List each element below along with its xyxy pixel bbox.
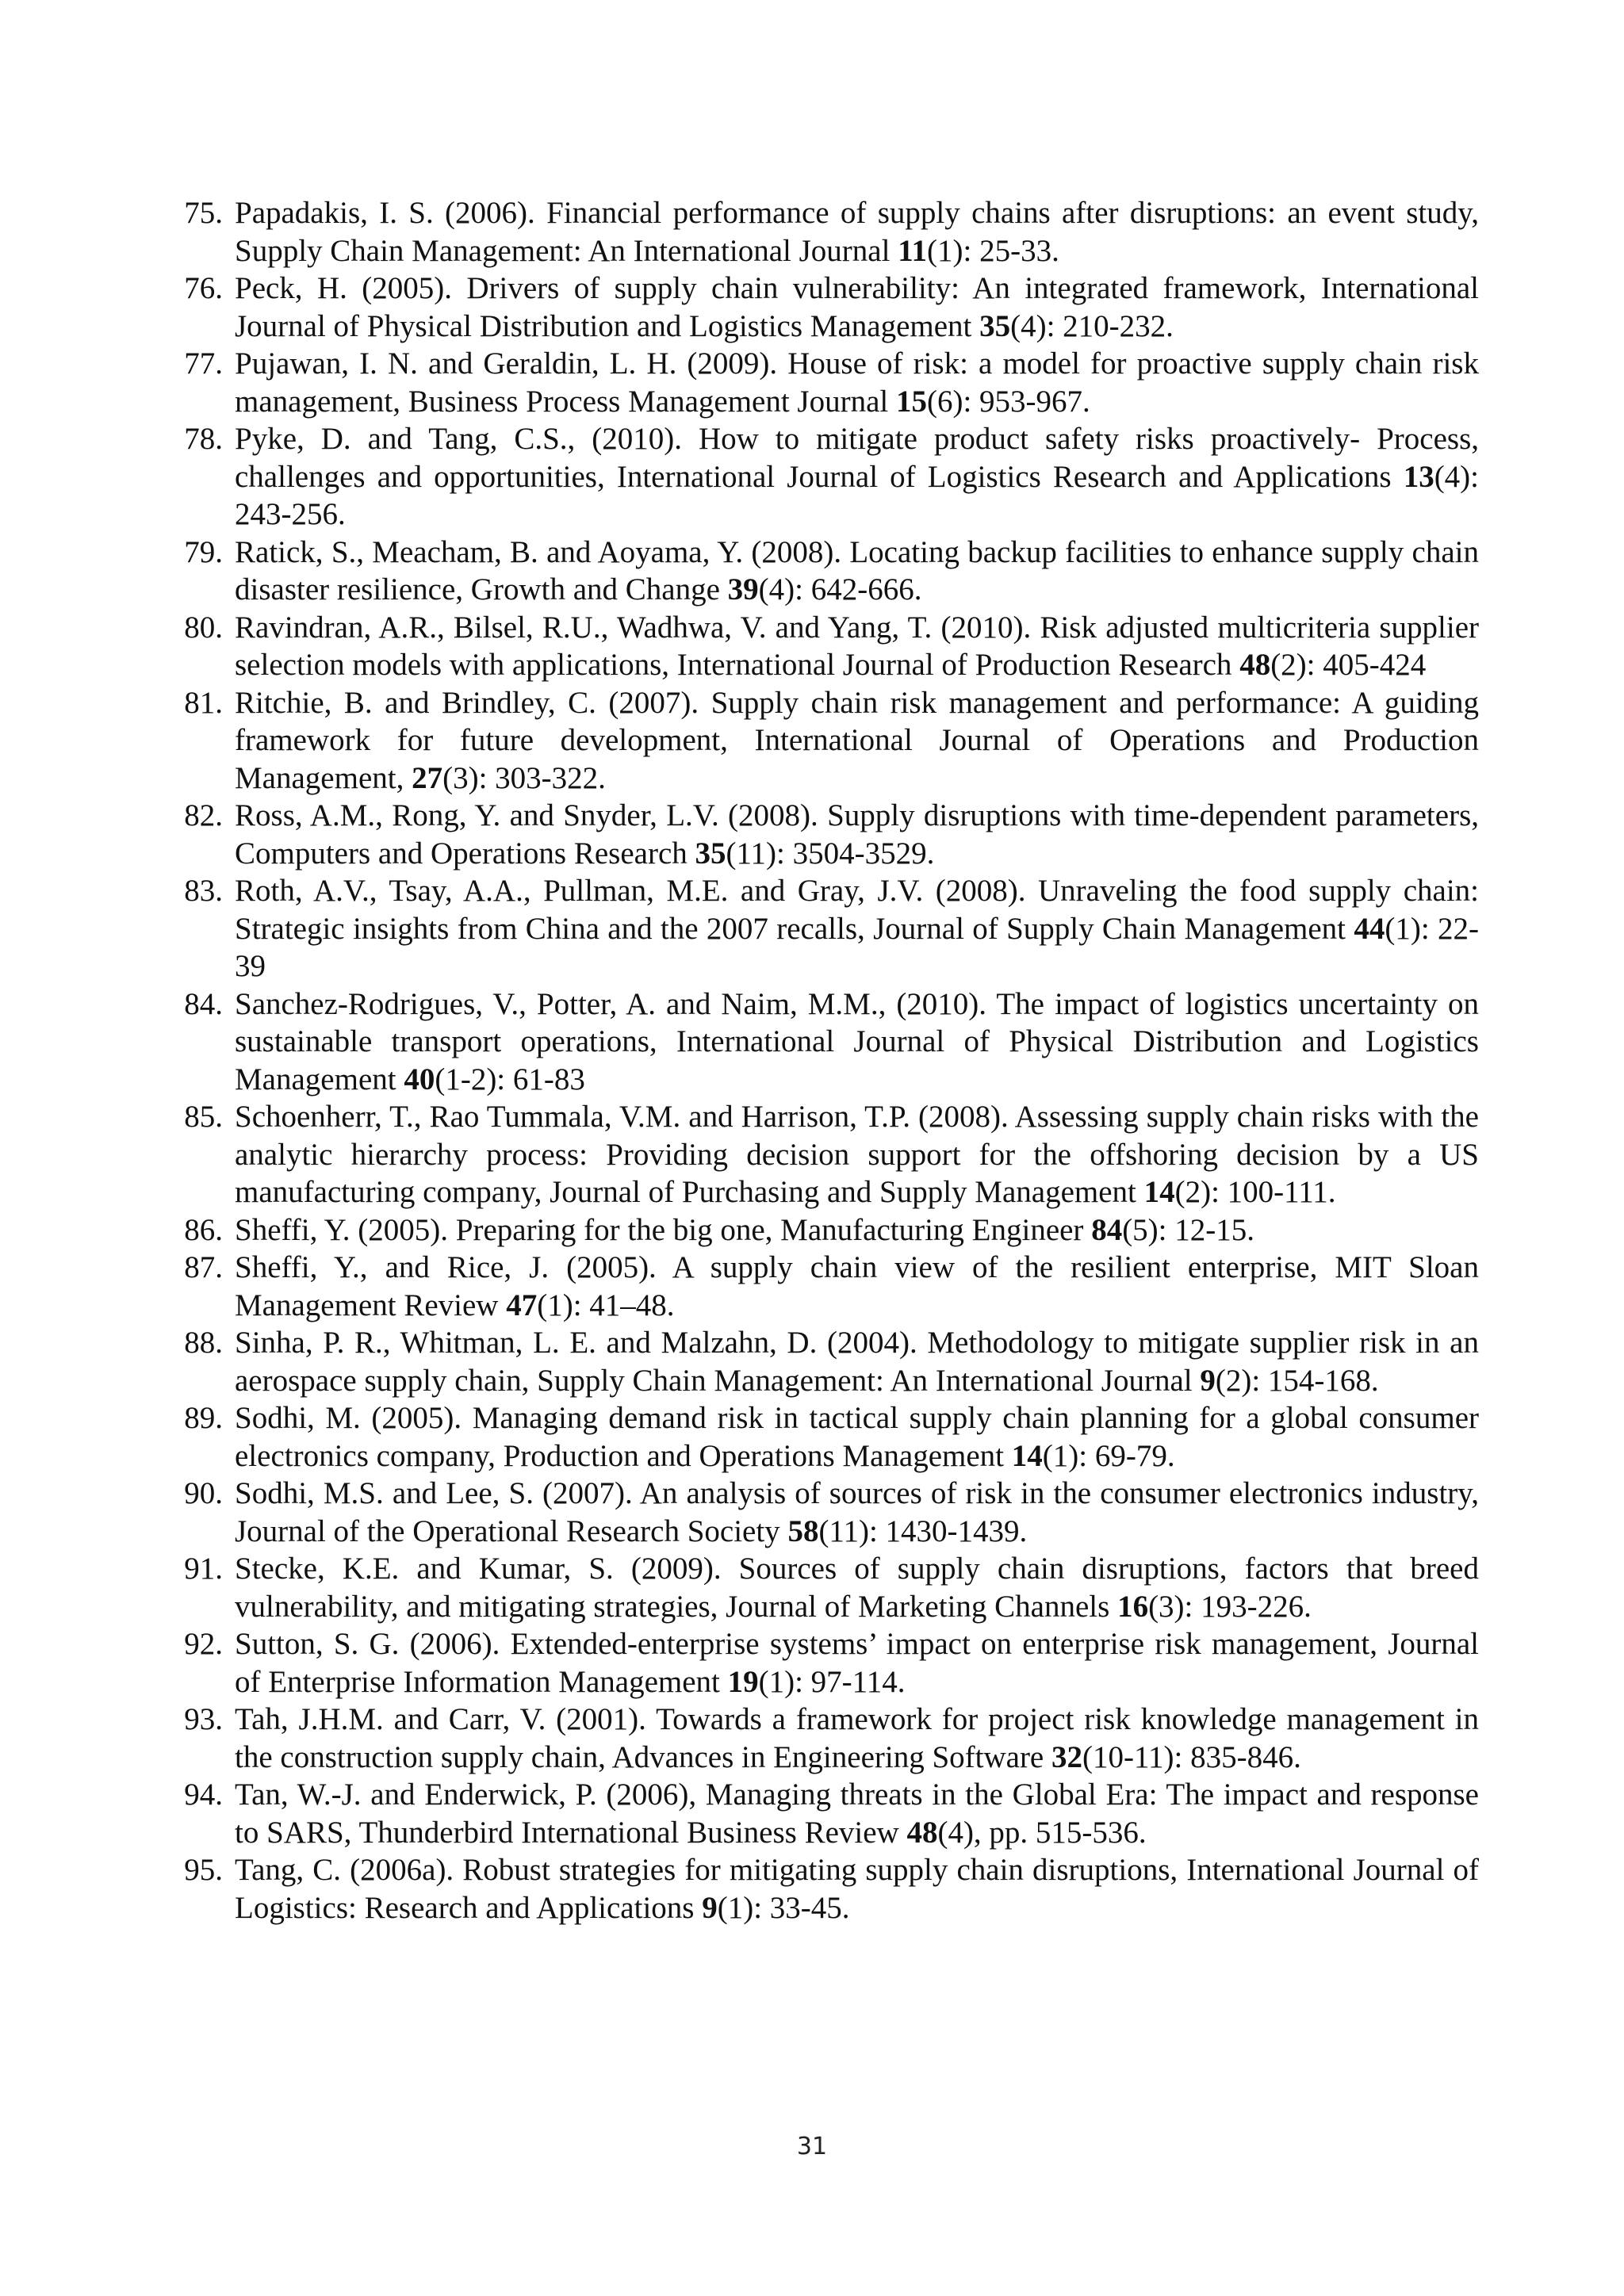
page-number: 31: [796, 2133, 828, 2160]
reference-item: [184, 1625, 1479, 1701]
reference-text: Pujawan, I. N. and Geraldin, L. H. (2009). House of risk: a model for proactive supply chain risk management, Business Process Management Journal: [235, 346, 1479, 419]
reference-number: 93.: [184, 1702, 223, 1736]
reference-volume: 9: [702, 1890, 718, 1925]
reference-text: Sodhi, M. (2005). Managing demand risk in tactical supply chain planning for a global consumer electronics company, Production and Operations Management: [235, 1401, 1479, 1473]
reference-volume: 35: [695, 836, 726, 871]
reference-number: 76.: [184, 271, 223, 305]
reference-item: [184, 194, 1479, 270]
reference-number: 83.: [184, 874, 223, 908]
reference-volume: 9: [1200, 1363, 1216, 1398]
reference-pages: (1): 69-79.: [1042, 1438, 1175, 1473]
reference-pages: (5): 12-15.: [1122, 1212, 1254, 1247]
reference-number: 82.: [184, 798, 223, 832]
reference-number: 94.: [184, 1777, 223, 1812]
reference-volume: 13: [1403, 459, 1434, 494]
reference-text: Sutton, S. G. (2006). Extended-enterprise systems’ impact on enterprise risk management, Journal of Enterprise Information Management: [235, 1627, 1479, 1699]
reference-volume: 14: [1011, 1438, 1043, 1473]
reference-volume: 19: [727, 1664, 759, 1699]
reference-item: [184, 270, 1479, 345]
reference-number: 84.: [184, 986, 223, 1021]
reference-pages: (1): 97-114.: [758, 1664, 906, 1699]
reference-number: 85.: [184, 1100, 223, 1134]
reference-volume: 44: [1354, 911, 1385, 946]
reference-item: [184, 534, 1479, 609]
reference-pages: (6): 953-967.: [927, 384, 1090, 419]
reference-text: Ravindran, A.R., Bilsel, R.U., Wadhwa, V. and Yang, T. (2010). Risk adjusted multicriteria supplier selection models with applications, International Journal of Production Research: [235, 610, 1479, 682]
reference-volume: 48: [1239, 648, 1271, 682]
reference-number: 91.: [184, 1552, 223, 1586]
reference-volume: 15: [896, 384, 927, 419]
reference-item: [184, 797, 1479, 872]
reference-text: Sodhi, M.S. and Lee, S. (2007). An analysis of sources of risk in the consumer electronics industry, Journal of the Operational Research Society: [235, 1476, 1479, 1548]
reference-text: Pyke, D. and Tang, C.S., (2010). How to mitigate product safety risks proactively- Process, challenges and opportunities, International Journal of Logistics Research and Applications: [235, 422, 1479, 494]
reference-volume: 16: [1117, 1589, 1149, 1624]
reference-text: Papadakis, I. S. (2006). Financial performance of supply chains after disruptions: an event study, Supply Chain Management: An International Journal: [235, 196, 1479, 268]
reference-pages: (1-2): 61-83: [435, 1062, 585, 1096]
reference-text: Sanchez-Rodrigues, V., Potter, A. and Naim, M.M., (2010). The impact of logistics uncertainty on sustainable transport operations, International Journal of Physical Distribution and Logistics Management: [235, 986, 1479, 1096]
reference-text: Ratick, S., Meacham, B. and Aoyama, Y. (2008). Locating backup facilities to enhance supply chain disaster resilience, Growth and Change: [235, 534, 1479, 607]
reference-number: 77.: [184, 346, 223, 381]
reference-item: [184, 1399, 1479, 1475]
reference-number: 89.: [184, 1401, 223, 1435]
reference-text: Sheffi, Y. (2005). Preparing for the big one, Manufacturing Engineer: [235, 1212, 1092, 1247]
reference-item: [184, 1701, 1479, 1776]
reference-number: 75.: [184, 196, 223, 230]
reference-text: Roth, A.V., Tsay, A.A., Pullman, M.E. and Gray, J.V. (2008). Unraveling the food supply chain: Strategic insights from China and the 2007 recalls, Journal of Supply Chain Management: [235, 874, 1479, 946]
reference-pages: (4), pp. 515-536.: [937, 1815, 1147, 1850]
reference-volume: 27: [412, 760, 443, 795]
reference-volume: 35: [979, 308, 1011, 343]
reference-number: 81.: [184, 685, 223, 720]
reference-item: [184, 1776, 1479, 1851]
reference-text: Ross, A.M., Rong, Y. and Snyder, L.V. (2008). Supply disruptions with time-dependent parameters, Computers and Operations Research: [235, 798, 1479, 871]
reference-item: [184, 1324, 1479, 1399]
reference-item: [184, 1098, 1479, 1211]
reference-volume: 48: [906, 1815, 938, 1850]
reference-item: [184, 985, 1479, 1099]
reference-number: 80.: [184, 610, 223, 645]
reference-pages: (1): 22-39: [235, 911, 1479, 983]
reference-volume: 32: [1051, 1739, 1082, 1774]
reference-item: [184, 420, 1479, 534]
reference-text: Peck, H. (2005). Drivers of supply chain vulnerability: An integrated framework, International Journal of Physical Distribution and Logistics Management: [235, 271, 1479, 343]
reference-item: [184, 1249, 1479, 1324]
reference-number: 92.: [184, 1627, 223, 1661]
reference-item: [184, 1475, 1479, 1550]
reference-item: [184, 1550, 1479, 1625]
reference-number: 86.: [184, 1212, 223, 1247]
reference-text: Schoenherr, T., Rao Tummala, V.M. and Harrison, T.P. (2008). Assessing supply chain risks with the analytic hierarchy process: Providing decision support for the offshoring decision by a US manufacturing company, Journal of Purchasing and Supply Management: [235, 1100, 1479, 1209]
reference-pages: (4): 642-666.: [758, 572, 922, 607]
reference-number: 88.: [184, 1326, 223, 1360]
reference-pages: (2): 405-424: [1270, 648, 1427, 682]
reference-pages: (11): 1430-1439.: [818, 1513, 1028, 1548]
reference-text: Tang, C. (2006a). Robust strategies for mitigating supply chain disruptions, International Journal of Logistics: Research and Applications: [235, 1853, 1479, 1925]
reference-number: 79.: [184, 534, 223, 569]
reference-item: [184, 1851, 1479, 1927]
reference-item: [184, 345, 1479, 420]
reference-text: Tan, W.-J. and Enderwick, P. (2006), Managing threats in the Global Era: The impact and response to SARS, Thunderbird International Business Review: [235, 1777, 1479, 1850]
reference-volume: 39: [727, 572, 759, 607]
reference-volume: 11: [898, 233, 928, 268]
reference-text: Sinha, P. R., Whitman, L. E. and Malzahn, D. (2004). Methodology to mitigate supplier risk in an aerospace supply chain, Supply Chain Management: An International Journal: [235, 1326, 1479, 1398]
reference-pages: (10-11): 835-846.: [1082, 1739, 1301, 1774]
reference-text: Tah, J.H.M. and Carr, V. (2001). Towards a framework for project risk knowledge management in the construction supply chain, Advances in Engineering Software: [235, 1702, 1479, 1774]
reference-text: Sheffi, Y., and Rice, J. (2005). A supply chain view of the resilient enterprise, MIT Sloan Management Review: [235, 1250, 1479, 1322]
reference-text: Stecke, K.E. and Kumar, S. (2009). Sources of supply chain disruptions, factors that breed vulnerability, and mitigating strategies, Journal of Marketing Channels: [235, 1552, 1479, 1624]
reference-volume: 58: [787, 1513, 819, 1548]
reference-volume: 84: [1091, 1212, 1123, 1247]
reference-number: 90.: [184, 1476, 223, 1510]
reference-list: [184, 194, 1479, 1927]
reference-pages: (1): 41–48.: [537, 1288, 675, 1322]
reference-pages: (11): 3504-3529.: [726, 836, 935, 871]
reference-text: Ritchie, B. and Brindley, C. (2007). Supply chain risk management and performance: A guiding framework for future development, International Journal of Operations and Production Management,: [235, 685, 1479, 795]
reference-number: 95.: [184, 1853, 223, 1887]
reference-pages: (3): 193-226.: [1148, 1589, 1312, 1624]
reference-number: 78.: [184, 422, 223, 456]
reference-pages: (4): 243-256.: [235, 459, 1479, 531]
reference-pages: (1): 25-33.: [927, 233, 1059, 268]
reference-item: [184, 684, 1479, 798]
reference-pages: (1): 33-45.: [717, 1890, 850, 1925]
reference-item: [184, 1211, 1479, 1249]
reference-pages: (2): 154-168.: [1215, 1363, 1379, 1398]
reference-volume: 14: [1143, 1175, 1175, 1209]
reference-volume: 47: [506, 1288, 538, 1322]
reference-volume: 40: [404, 1062, 435, 1096]
reference-pages: (2): 100-111.: [1174, 1175, 1336, 1209]
reference-item: [184, 872, 1479, 985]
reference-pages: (3): 303-322.: [442, 760, 606, 795]
reference-item: [184, 609, 1479, 684]
reference-pages: (4): 210-232.: [1010, 308, 1174, 343]
reference-number: 87.: [184, 1250, 223, 1284]
